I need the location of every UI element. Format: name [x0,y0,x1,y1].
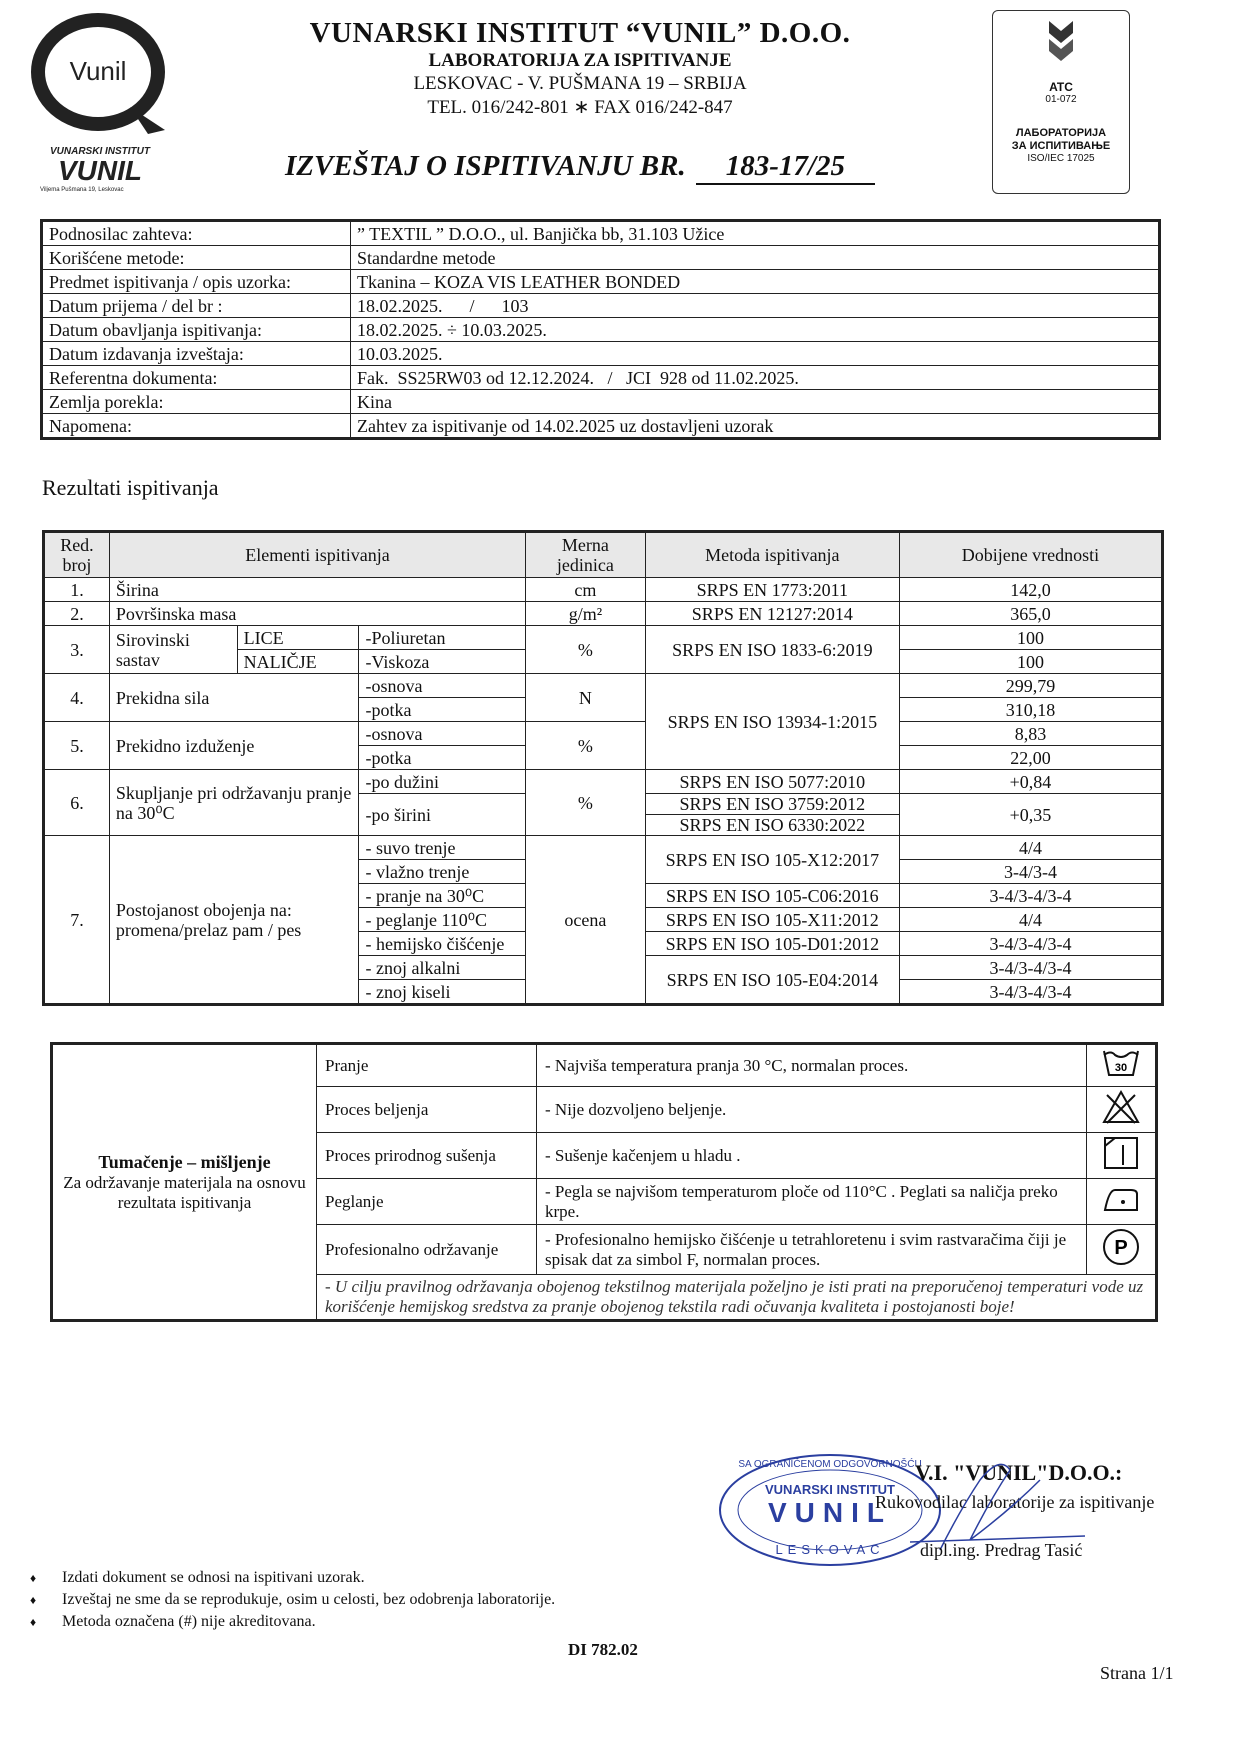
table-cell: % [526,722,646,770]
table-cell: SRPS EN ISO 105-E04:2014 [645,956,899,1005]
table-cell: 365,0 [899,602,1162,626]
table-cell: 22,00 [899,746,1162,770]
svg-text:SA OGRANIČENOM ODGOVORNOŠĆU: SA OGRANIČENOM ODGOVORNOŠĆU [738,1459,922,1470]
logo-sub: VUNARSKI INSTITUT [50,146,150,157]
col-header-unit: Merna jedinica [526,532,646,578]
table-row [44,626,1163,650]
table-cell: -Poliuretan [359,626,526,650]
table-cell: Prekidna sila [109,674,359,722]
svg-text:P: P [1114,1237,1128,1259]
info-value: 10.03.2025. [351,342,1160,366]
table-row [44,836,1163,860]
table-cell: - peglanje 110⁰C [359,908,526,932]
info-value: Zahtev za ispitivanje od 14.02.2025 uz dostavljeni uzorak [351,414,1160,439]
table-cell: -Viskoza [359,650,526,674]
table-cell: SRPS EN ISO 105-D01:2012 [645,932,899,956]
table-cell: cm [526,578,646,602]
atc-line2: ЗА ИСПИТИВАЊЕ [1011,140,1111,152]
header-block [300,16,860,120]
info-key: Korišćene metode: [42,246,351,270]
table-row [42,414,1160,439]
table-cell: 3-4/3-4 [899,860,1162,884]
table-cell: SRPS EN ISO 13934-1:2015 [645,674,899,770]
svg-text:LESKOVAC: LESKOVAC [775,1542,885,1557]
table-cell: ocena [526,836,646,1005]
table-cell: 142,0 [899,578,1162,602]
info-key: Predmet ispitivanja / opis uzorka: [42,270,351,294]
table-cell: Prekidno izduženje [109,722,359,770]
report-label: IZVEŠTAJ O ISPITIVANJU BR. [285,150,686,182]
table-cell: 100 [899,650,1162,674]
col-header-value: Dobijene vrednosti [899,532,1162,578]
table-cell: SRPS EN 1773:2011 [645,578,899,602]
interpretation-subtitle: Za održavanje materijala na osnovu rezultata ispitivanja [63,1172,306,1212]
info-key: Referentna dokumenta: [42,366,351,390]
table-cell: 3-4/3-4/3-4 [899,980,1162,1005]
institute-title: VUNARSKI INSTITUT “VUNIL” D.O.O. [309,17,851,49]
table-cell: NALIČJE [237,650,359,674]
info-value: Kina [351,390,1160,414]
list-item: ♦ Izveštaj ne sme da se reprodukuje, osim u celosti, bez odobrenja laboratorije. [30,1589,555,1611]
info-value: Tkanina – KOZA VIS LEATHER BONDED [351,270,1160,294]
svg-text:VUNARSKI INSTITUT: VUNARSKI INSTITUT [765,1482,895,1497]
table-cell: 4. [44,674,110,722]
table-cell: 299,79 [899,674,1162,698]
svg-text:30: 30 [1114,1062,1128,1074]
table-cell: Pranje [317,1044,537,1087]
signature-company: V.I. "VUNIL"D.O.O.: [915,1460,1123,1485]
dry-clean-p-icon [1087,1225,1157,1275]
table-cell: 100 [899,626,1162,650]
table-row [42,270,1160,294]
table-row [44,602,1163,626]
table-cell: 2. [44,602,110,626]
table-cell: 3-4/3-4/3-4 [899,932,1162,956]
table-cell: SRPS EN ISO 1833-6:2019 [645,626,899,674]
table-cell: - Nije dozvoljeno beljenje. [537,1087,1087,1133]
info-value: 18.02.2025. / 103 [351,294,1160,318]
atc-badge [992,10,1130,194]
info-key: Zemlja porekla: [42,390,351,414]
phone: TEL. 016/242-801 ∗ FAX 016/242-847 [427,97,733,118]
table-cell: - pranje na 30⁰C [359,884,526,908]
table-cell: Profesionalno održavanje [317,1225,537,1275]
results-table [42,530,1164,1006]
table-cell: Površinska masa [109,602,525,626]
table-cell: Postojanost obojenja na: promena/prelaz pam / pes [109,836,359,1005]
table-cell: Proces prirodnog sušenja [317,1133,537,1179]
atc-line1: ЛАБОРАТОРИЈА [1015,127,1107,139]
logo-text: Vunil [69,56,127,86]
table-cell: SRPS EN ISO 105-C06:2016 [645,884,899,908]
table-row [42,294,1160,318]
list-item: ♦ Metoda označena (#) nije akreditovana. [30,1611,555,1633]
interpretation-note: - U cilju pravilnog održavanja obojenog tekstilnog materijala poželjno je isti prati na preporučenoj temperaturi vode uz korišćenje hemijskog sredstva za pranje obojenog tekstila radi očuvanja kvaliteta i postojanosti boje! [317,1275,1157,1321]
table-cell: - znoj kiseli [359,980,526,1005]
table-cell: % [526,770,646,836]
document-code: DI 782.02 [568,1640,638,1659]
atc-line3: ISO/IEC 17025 [1027,153,1095,164]
table-cell: -osnova [359,674,526,698]
table-cell: - Profesionalno hemijsko čišćenje u tetrahloretenu i svim rastvaračima čiji je spisak dat za simbol F, normalan proces. [537,1225,1087,1275]
table-cell: - vlažno trenje [359,860,526,884]
table-cell: 5. [44,722,110,770]
table-row [42,390,1160,414]
table-cell: Peglanje [317,1179,537,1225]
atc-code: 01-072 [1045,94,1077,105]
info-key: Datum izdavanja izveštaja: [42,342,351,366]
table-cell: 4/4 [899,836,1162,860]
table-cell: Sirovinski sastav [109,626,237,674]
table-cell: - Pegla se najvišom temperaturom ploče od 110°C . Peglati sa naličja preko krpe. [537,1179,1087,1225]
table-cell: -potka [359,746,526,770]
table-cell: - Najviša temperatura pranja 30 °C, normalan proces. [537,1044,1087,1087]
no-bleach-icon [1087,1087,1157,1133]
logo-addr: Viljema Pušmana 19, Leskovac [40,187,124,192]
table-cell: -osnova [359,722,526,746]
table-row [52,1044,1157,1087]
atc-name: ATC [1049,80,1073,94]
table-row [44,578,1163,602]
table-cell: - znoj alkalni [359,956,526,980]
table-cell: 6. [44,770,110,836]
table-cell: LICE [237,626,359,650]
table-cell: SRPS EN ISO 105-X11:2012 [645,908,899,932]
info-value: 18.02.2025. ÷ 10.03.2025. [351,318,1160,342]
table-cell: - suvo trenje [359,836,526,860]
signature-role: Rukovodilac laboratorije za ispitivanje [875,1492,1155,1512]
table-cell: 7. [44,836,110,1005]
iron-low-icon [1087,1179,1157,1225]
interpretation-title: Tumačenje – mišljenje [98,1151,271,1172]
table-cell: -potka [359,698,526,722]
table-cell: - Sušenje kačenjem u hladu . [537,1133,1087,1179]
table-cell: Širina [109,578,525,602]
line-dry-shade-icon [1087,1133,1157,1179]
info-value: ” TEXTIL ” D.O.O., ul. Banjička bb, 31.103 Užice [351,221,1160,246]
table-cell: SRPS EN 12127:2014 [645,602,899,626]
table-cell: % [526,626,646,674]
col-header-method: Metoda ispitivanja [645,532,899,578]
page-number: Strana 1/1 [1100,1663,1174,1683]
table-cell: g/m² [526,602,646,626]
info-table [40,219,1161,440]
logo-brand: VUNIL [58,155,142,186]
address: LESKOVAC - V. PUŠMANA 19 – SRBIJA [413,73,747,94]
table-cell: 4/4 [899,908,1162,932]
info-key: Podnosilac zahteva: [42,221,351,246]
table-row [42,246,1160,270]
table-cell: Proces beljenja [317,1087,537,1133]
table-header-row [44,532,1163,578]
list-item: ♦ Izdati dokument se odnosi na ispitivani uzorak. [30,1567,555,1589]
table-cell: +0,84 [899,770,1162,794]
table-row [42,342,1160,366]
wash-30-icon [1087,1044,1157,1087]
table-cell: 3-4/3-4/3-4 [899,884,1162,908]
table-cell: +0,35 [899,794,1162,836]
results-heading: Rezultati ispitivanja [42,475,219,500]
table-cell: SRPS EN ISO 105-X12:2017 [645,836,899,884]
table-row [44,722,1163,746]
table-cell: 8,83 [899,722,1162,746]
atc-logo-icon [1041,17,1081,73]
info-key: Napomena: [42,414,351,439]
table-cell: N [526,674,646,722]
signatory-name: dipl.ing. Predrag Tasić [920,1540,1083,1560]
table-cell: SRPS EN ISO 6330:2022 [645,815,899,836]
table-cell: SRPS EN ISO 3759:2012 [645,794,899,815]
info-key: Datum obavljanja ispitivanja: [42,318,351,342]
table-cell: -po dužini [359,770,526,794]
table-row [42,318,1160,342]
svg-text:VUNIL: VUNIL [768,1497,892,1528]
interpretation-title-cell [52,1044,317,1321]
interpretation-table [50,1042,1158,1322]
table-cell: SRPS EN ISO 5077:2010 [645,770,899,794]
footer-notes [30,1567,555,1633]
table-row [42,366,1160,390]
info-key: Datum prijema / del br : [42,294,351,318]
table-cell: 1. [44,578,110,602]
vunil-logo [30,12,170,192]
table-row [44,674,1163,698]
col-header-no: Red. broj [44,532,110,578]
info-value: Fak. SS25RW03 od 12.12.2024. / JCI 928 od 11.02.2025. [351,366,1160,390]
col-header-elements: Elementi ispitivanja [109,532,525,578]
report-title [285,150,875,185]
table-row [44,770,1163,794]
report-number: 183-17/25 [696,150,875,185]
table-cell: 310,18 [899,698,1162,722]
info-value: Standardne metode [351,246,1160,270]
table-cell: Skupljanje pri održavanju pranje na 30⁰C [109,770,359,836]
table-row [42,221,1160,246]
table-cell: 3-4/3-4/3-4 [899,956,1162,980]
table-cell: - hemijsko čišćenje [359,932,526,956]
table-cell: 3. [44,626,110,674]
lab-name: LABORATORIJA ZA ISPITIVANJE [428,50,732,71]
table-cell: -po širini [359,794,526,836]
